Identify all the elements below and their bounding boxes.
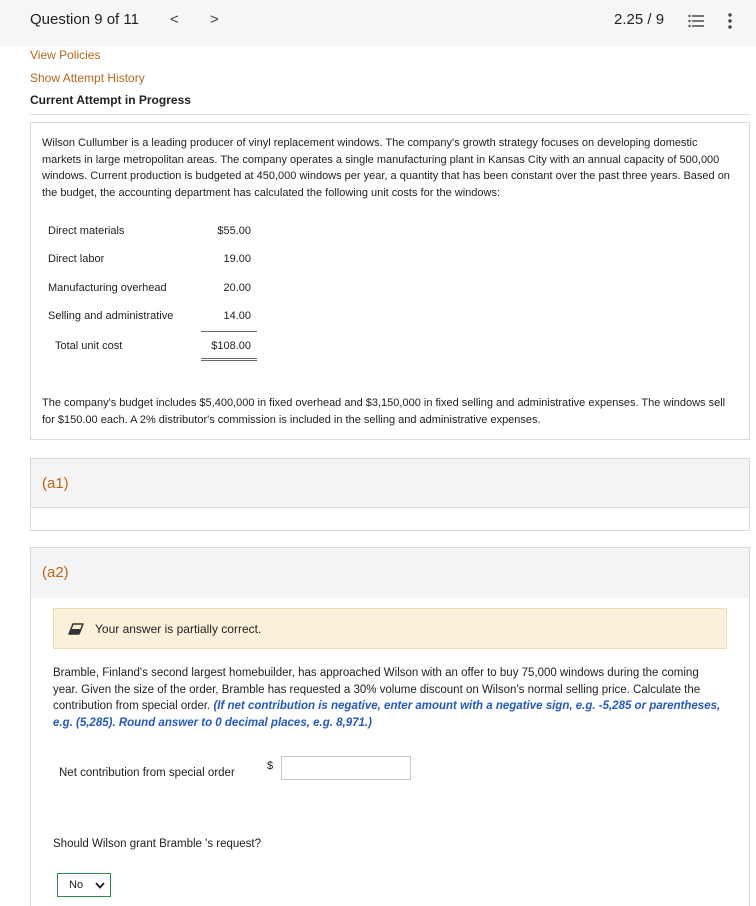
cost-value-manufacturing-overhead: 20.00: [223, 282, 251, 294]
cost-value-selling-administrative: 14.00: [223, 310, 251, 322]
total-cost-label: Total unit cost: [55, 340, 123, 352]
problem-outro-text: The company's budget includes $5,400,000 in fixed overhead and $3,150,000 in fixed selling and administrative expenses. The windows sell for $150.00 each. A 2% distributor's commission is included in the selling and administrative expenses.: [42, 397, 726, 426]
show-attempt-history-link[interactable]: Show Attempt History: [30, 71, 145, 85]
part-a2-title: (a2): [42, 564, 69, 581]
cost-label-direct-materials: Direct materials: [48, 225, 125, 237]
currency-symbol: $: [267, 760, 274, 772]
more-options-icon[interactable]: [726, 12, 734, 30]
cost-label-direct-labor: Direct labor: [48, 253, 105, 265]
cost-label-selling-administrative: Selling and administrative: [48, 310, 174, 322]
grant-request-question: Should Wilson grant Bramble 's request?: [53, 838, 262, 850]
prompt-main-text: Bramble, Finland's second largest homebuilder, has approached Wilson with an offer to buy 75,000 windows during the coming year. Given the size of the order, Bramble has requested a 30% volume discount on Wilson's normal selling price. Calculate the contribution from special order.: [53, 667, 701, 712]
question-counter: Question 9 of 11: [30, 11, 139, 28]
chevron-down-icon: [95, 882, 105, 889]
cost-label-manufacturing-overhead: Manufacturing overhead: [48, 282, 167, 294]
total-cost-value: $108.00: [211, 340, 251, 352]
problem-statement: [30, 122, 750, 440]
eraser-icon: [68, 623, 84, 635]
total-double-rule: [201, 358, 257, 361]
part-a2-panel: [30, 547, 750, 906]
previous-question-button[interactable]: <: [170, 11, 179, 28]
subtotal-rule: [201, 331, 257, 332]
cost-value-direct-materials: $55.00: [217, 225, 251, 237]
attempt-status: Current Attempt in Progress: [30, 93, 191, 107]
divider: [30, 114, 750, 115]
feedback-banner: [53, 608, 727, 649]
part-a1-title: (a1): [42, 475, 69, 492]
feedback-text: Your answer is partially correct.: [95, 622, 262, 636]
grant-request-select[interactable]: [57, 873, 111, 897]
part-a1-panel: [30, 458, 750, 531]
cost-value-direct-labor: 19.00: [223, 253, 251, 265]
problem-intro-text: Wilson Cullumber is a leading producer of vinyl replacement windows. The company's growth strategy focuses on developing domestic markets in large metropolitan areas. The company operates a single manufacturing plant in Kansas City with an annual capacity of 500,000 windows. Current production is budgeted at 450,000 windows per year, a quantity that has been constant over the past three years. Based on the budget, the accounting department has calculated the following unit costs for the windows:: [42, 137, 730, 199]
prompt-hint-text: (If net contribution is negative, enter amount with a negative sign, e.g. -5,285 or parentheses, e.g. (5,285). Round answer to 0 decimal places, e.g. 8,971.): [53, 700, 721, 729]
part-a2-header[interactable]: [31, 548, 749, 598]
select-value: No: [69, 879, 84, 891]
next-question-button[interactable]: >: [210, 11, 219, 28]
question-list-icon[interactable]: [688, 14, 704, 28]
view-policies-link[interactable]: View Policies: [30, 48, 101, 62]
question-prompt: [53, 665, 723, 731]
net-contribution-input[interactable]: [281, 756, 411, 780]
net-contribution-label: Net contribution from special order: [59, 767, 235, 779]
score-display: 2.25 / 9: [614, 11, 665, 28]
top-bar: [0, 0, 756, 46]
part-a1-header[interactable]: [31, 459, 749, 508]
